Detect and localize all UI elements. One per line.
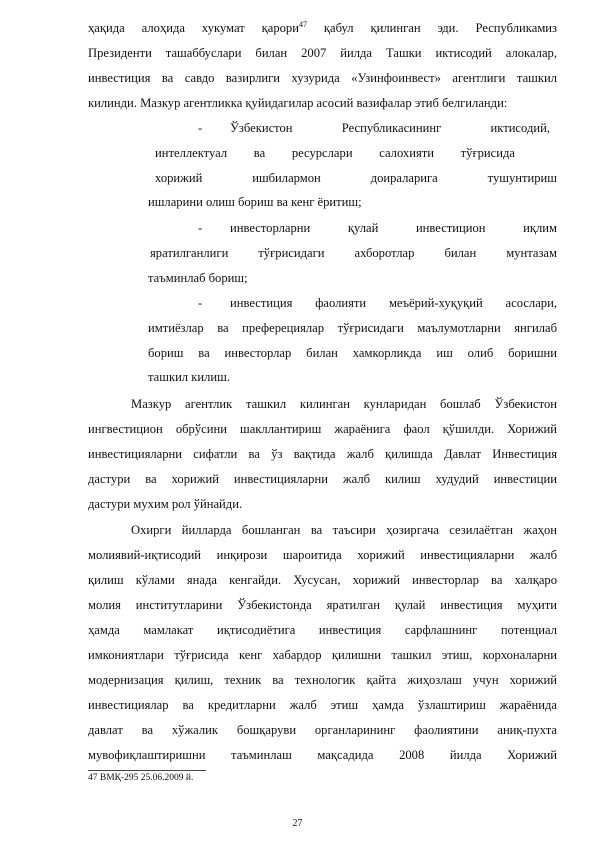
paragraph3-line: қилиш кўлами янада кенгайди. Хусусан, хорижий инвесторлар ва халқаро <box>88 573 557 587</box>
text-run: ҳақида алоҳида хукумат қарори <box>88 21 299 35</box>
list-item2-line: инвесторларни қулай инвестицион иқлим <box>230 221 557 235</box>
paragraph2-line: ингвестицион обрўсини шакллантириш жараёнига фаол қўшилди. Хорижий <box>88 422 557 436</box>
paragraph1-line: Президенти ташаббуслари билан 2007 йилда Ташки иктисодий алокалар, <box>88 46 557 60</box>
list-dash: - <box>198 221 203 235</box>
list-dash: - <box>198 296 203 310</box>
page-number: 27 <box>292 818 303 829</box>
list-item2-line: таъминлаб бориш; <box>148 271 248 285</box>
paragraph3-line: мувофиқлаштиришни таъминлаш мақсадида 2008 йилда Хорижий <box>88 748 557 762</box>
paragraph3-line: давлат ва хўжалик бошқаруви органларининг фаолиятини аниқ-пухта <box>88 723 557 737</box>
paragraph1-line: инвестиция ва савдо вазирлиги хузурида «Узинфоинвест» агентлиги ташкил <box>88 71 557 85</box>
list-item3-line: бориш ва инвесторлар билан хамкорликда иш олиб боришни <box>148 346 557 360</box>
paragraph3-line: ҳамда мамлакат иқтисодиётига инвестиция сарфлашнинг потенциал <box>88 623 557 637</box>
list-item1-line: хорижий ишбилармон доираларига тушунтириш <box>155 171 557 185</box>
paragraph1-line <box>88 21 557 36</box>
list-item1-line: ишларини олиш бориш ва кенг ёритиш; <box>148 195 362 209</box>
list-item3-line: инвестиция фаолияти меъёрий-хуқуқий асослари, <box>230 296 557 310</box>
footnote: 47 ВМҚ-295 25.06.2009 й. <box>88 773 194 783</box>
paragraph2-line: дастури мухим рол ўйнайди. <box>88 497 243 511</box>
paragraph3-line: имкониятлари тўғрисида кенг хабардор қилишни ташкил этиш, корхоналарни <box>88 648 557 662</box>
list-item3-line: имтиёзлар ва преферециялар тўғрисидаги маълумотларни янгилаб <box>148 321 557 335</box>
paragraph1-line: килинди. Мазкур агентликка қуйидагилар асосий вазифалар этиб белгиланди: <box>88 96 508 110</box>
list-item1-line: интеллектуал ва ресурслари салохияти тўғрисида <box>155 146 515 160</box>
list-dash: - <box>198 121 203 135</box>
paragraph2-line: дастури ва хорижий инвестицияларни жалб килиш худудий инвестиции <box>88 472 557 486</box>
list-item3-line: ташкил килиш. <box>148 370 230 384</box>
paragraph3-line: молиявий-иқтисодий инқирози шароитида хорижий инвестицияларни жалб <box>88 548 557 562</box>
list-item1-line: Ўзбекистон Республикасининг иктисодий, <box>230 121 550 135</box>
paragraph3-line: инвестициялар ва кредитларни жалб этиш ҳамда ўзлаштириш жараёнида <box>88 698 557 712</box>
footnote-separator <box>88 770 206 771</box>
paragraph2-line: Мазкур агентлик ташкил килинган кунларидан бошлаб Ўзбекистон <box>131 397 557 411</box>
paragraph3-line: Охирги йилларда бошланган ва таъсири ҳозиргача сезилаётган жаҳон <box>131 523 557 537</box>
text-run: қабул қилинган эди. Республикамиз <box>323 21 557 35</box>
paragraph2-line: инвестицияларни сифатли ва ўз вақтида жалб қилишда Давлат Инвестиция <box>88 447 557 461</box>
paragraph3-line: молия институтларини Ўзбекистонда яратилган қулай инвестиция муҳити <box>88 598 557 612</box>
list-item2-line: яратилганлиги тўғрисидаги ахборотлар билан мунтазам <box>150 246 557 260</box>
paragraph3-line: модернизация қилиш, техник ва технологик қайта жиҳозлаш учун хорижий <box>88 673 557 687</box>
footnote-ref[interactable]: 47 <box>298 19 307 29</box>
